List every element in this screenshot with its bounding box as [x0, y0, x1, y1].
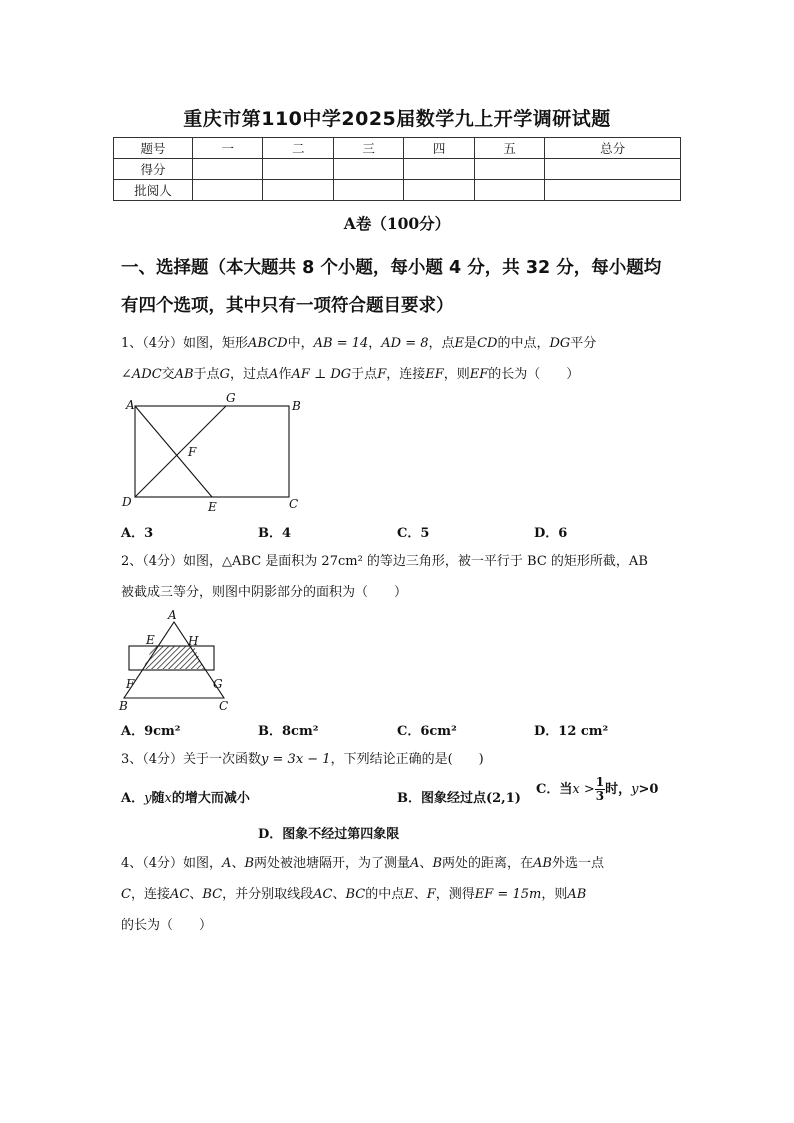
math-label: CD [477, 336, 498, 351]
shaded-region [143, 646, 204, 669]
table-cell [193, 180, 263, 201]
question-4-text [121, 848, 681, 941]
q4-text: ，并分别取线段 [222, 887, 314, 902]
q4-text: ，则 [541, 887, 568, 902]
point-label: B [292, 399, 301, 413]
option-text: C．当 [536, 782, 573, 797]
q1-text: 于点 [351, 367, 378, 382]
figure-rectangle [118, 390, 318, 515]
option-text: 随 [151, 791, 165, 806]
point-label: F [188, 445, 197, 459]
math-label: C [121, 887, 131, 902]
q4-text: 、 [332, 887, 346, 902]
q1-text: 于点 [193, 367, 220, 382]
q1-text: ， [368, 336, 382, 351]
fraction-numerator: 1 [595, 775, 605, 789]
point-label: E [146, 633, 155, 647]
math-label: AD = 8 [381, 336, 429, 351]
table-cell [545, 159, 681, 180]
page-title: 重庆市第110中学2025届数学九上开学调研试题 [183, 108, 611, 130]
option-a: A．9cm² [121, 724, 181, 739]
score-table [113, 137, 681, 201]
q1-text: 中， [287, 336, 314, 351]
math-label: F [377, 367, 387, 382]
q1-text: 平分 [570, 336, 597, 351]
option-c: C．6cm² [397, 724, 457, 739]
q4-text: ，测得 [435, 887, 475, 902]
math-label: G [219, 367, 231, 382]
math-label: AB [533, 856, 552, 871]
option-d: D．12 cm² [534, 724, 609, 739]
math-label: DG [549, 336, 571, 351]
math-label: AB [567, 887, 587, 902]
math-label: EF [469, 367, 489, 382]
math-label: A [410, 856, 420, 871]
math-label: B [432, 856, 442, 871]
q1-text: 作 [278, 367, 292, 382]
table-cell [545, 180, 681, 201]
table-cell: 得分 [114, 159, 193, 180]
q1-text: ，则 [443, 367, 470, 382]
math-label: BC [202, 887, 223, 902]
q4-text: 的长为（ ） [121, 918, 213, 933]
math-label: AF ⊥ DG [291, 367, 352, 382]
math-label: B [244, 856, 255, 871]
q4-text: 、 [189, 887, 203, 902]
q1-text: ，过点 [230, 367, 270, 382]
table-cell: 总分 [545, 138, 681, 159]
point-label: H [188, 634, 199, 648]
q4-text: 4、（4分）如图， [121, 856, 223, 871]
table-row [114, 159, 681, 180]
fraction-denominator: 3 [595, 789, 605, 803]
math-label: AC [169, 887, 190, 902]
section-title: A卷（100分） [343, 214, 451, 233]
q1-text: 的中点， [497, 336, 550, 351]
q1-text: ，点 [428, 336, 455, 351]
math-label: ABCD [248, 336, 288, 351]
math-label: A [222, 856, 232, 871]
part-heading-line2: 有四个选项，其中只有一项符合题目要求） [121, 296, 454, 316]
table-cell [474, 180, 544, 201]
table-row [114, 180, 681, 201]
line-ae [135, 406, 212, 497]
math-label: ∠ADC [121, 367, 162, 382]
figure-triangle [116, 608, 246, 716]
math-label: A [269, 367, 279, 382]
table-cell: 批阅人 [114, 180, 193, 201]
option-a [121, 787, 250, 806]
table-cell [193, 159, 263, 180]
option-a: A．3 [121, 526, 154, 541]
option-b: B．8cm² [258, 724, 319, 739]
table-cell: 一 [193, 138, 263, 159]
fraction [595, 776, 605, 803]
option-b: B．图象经过点(2,1) [397, 791, 521, 806]
math-label: EF [425, 367, 444, 382]
q2-line2: 被截成三等分，则图中阴影部分的面积为（ ） [121, 585, 408, 600]
q4-text: 的中点 [365, 887, 405, 902]
math-label: F [426, 887, 436, 902]
q1-text: 交 [161, 367, 175, 382]
math-label: y [144, 791, 152, 806]
q3-text: 3、（4分）关于一次函数 [121, 752, 262, 767]
point-label: C [219, 699, 229, 713]
table-cell: 题号 [114, 138, 193, 159]
question-3-text [121, 744, 681, 775]
q2-line1: 2、（4分）如图，△ABC 是面积为 27cm² 的等边三角形，被一平行于 BC 的矩形所截，AB [121, 554, 648, 569]
point-label: C [289, 497, 299, 511]
math-label: y = 3x − 1 [261, 752, 331, 767]
line-dg [135, 406, 226, 497]
table-cell: 四 [404, 138, 474, 159]
q4-text: 外选一点 [551, 856, 604, 871]
table-cell: 二 [263, 138, 333, 159]
math-label: E [454, 336, 465, 351]
math-label: EF = 15m [474, 887, 542, 902]
q4-text: ，连接 [130, 887, 170, 902]
q1-text: 1、（4分）如图，矩形 [121, 336, 249, 351]
table-cell [263, 180, 333, 201]
q3-text: ，下列结论正确的是( ) [330, 752, 484, 767]
point-label: B [119, 699, 128, 713]
question-1-text [121, 328, 681, 390]
table-cell [333, 159, 403, 180]
point-label: E [208, 500, 217, 514]
math-label: AB [174, 367, 194, 382]
q4-text: 两处的距离，在 [442, 856, 534, 871]
q4-text: 、 [419, 856, 433, 871]
option-text: >0 [638, 782, 659, 797]
point-label: A [126, 398, 135, 412]
table-cell [263, 159, 333, 180]
point-label: G [213, 677, 223, 691]
point-label: F [126, 677, 135, 691]
math-label: E [404, 887, 414, 902]
option-c [536, 776, 658, 803]
point-label: D [122, 495, 132, 509]
option-text: 时， [605, 782, 632, 797]
math-label: AC [313, 887, 333, 902]
q4-text: 、 [413, 887, 427, 902]
option-d: D．6 [534, 526, 568, 541]
math-label: x > [572, 782, 595, 797]
math-label: y [631, 782, 639, 797]
q4-text: 两处被池塘隔开，为了测量 [254, 856, 411, 871]
math-label: BC [345, 887, 366, 902]
table-cell [404, 180, 474, 201]
option-text: 的增大而减小 [171, 791, 250, 806]
point-label: G [226, 391, 236, 405]
option-c: C．5 [397, 526, 430, 541]
table-row [114, 138, 681, 159]
option-b: B．4 [258, 526, 292, 541]
q1-text: 的长为（ ） [488, 367, 580, 382]
q1-text: 是 [464, 336, 478, 351]
table-cell [404, 159, 474, 180]
option-text: A． [121, 791, 145, 806]
part-heading-line1: 一、选择题（本大题共 8 个小题，每小题 4 分，共 32 分，每小题均 [121, 258, 662, 278]
q1-text: ，连接 [386, 367, 426, 382]
table-cell: 五 [474, 138, 544, 159]
math-label: x [164, 791, 172, 806]
math-label: AB = 14 [313, 336, 369, 351]
point-label: A [168, 608, 177, 622]
question-2-text [121, 546, 681, 608]
table-cell [333, 180, 403, 201]
table-cell [474, 159, 544, 180]
q4-text: 、 [231, 856, 245, 871]
option-d: D．图象不经过第四象限 [258, 827, 400, 842]
table-cell: 三 [333, 138, 403, 159]
